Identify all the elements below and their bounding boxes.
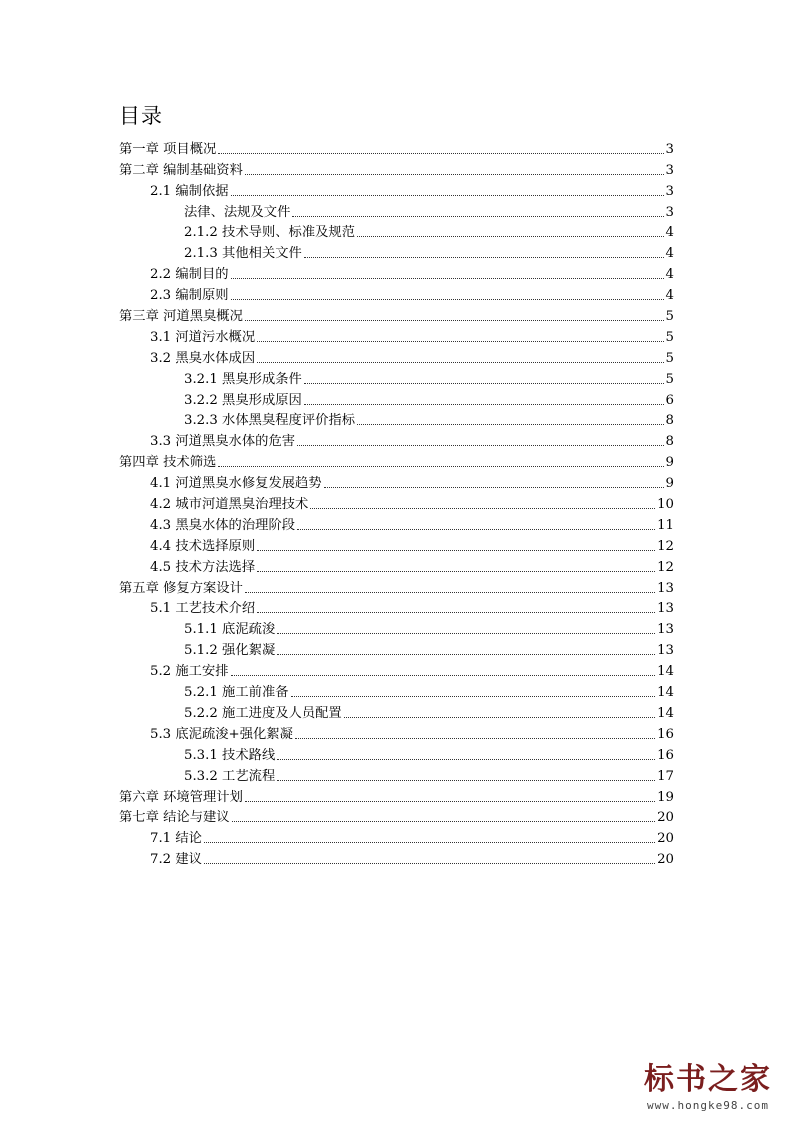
toc-entry[interactable] xyxy=(119,576,674,597)
toc-entry[interactable] xyxy=(119,826,674,847)
toc-entry-page-number: 16 xyxy=(657,726,674,742)
toc-entry[interactable] xyxy=(119,346,674,367)
watermark-logo xyxy=(633,1063,783,1112)
toc-entry[interactable] xyxy=(119,367,674,388)
toc-entry-label: 3.3 河道黑臭水体的危害 xyxy=(150,434,296,450)
toc-leader-dots xyxy=(277,654,655,655)
toc-entry-page-number: 14 xyxy=(657,664,674,680)
toc-entry-page-number: 11 xyxy=(657,517,674,533)
toc-leader-dots xyxy=(344,717,655,718)
toc-entry[interactable] xyxy=(119,680,674,701)
toc-leader-dots xyxy=(304,404,664,405)
toc-entry-label: 2.1 编制依据 xyxy=(150,183,229,199)
toc-entry-label: 7.2 建议 xyxy=(150,852,202,868)
toc-entry-page-number: 8 xyxy=(665,413,674,429)
toc-entry-label: 第二章 编制基础资料 xyxy=(119,162,243,178)
toc-entry-page-number: 20 xyxy=(657,852,674,868)
toc-entry-page-number: 12 xyxy=(657,538,674,554)
toc-leader-dots xyxy=(257,362,663,363)
toc-entry-page-number: 13 xyxy=(657,622,674,638)
toc-entry-label: 5.1 工艺技术介绍 xyxy=(150,601,256,617)
toc-entry-page-number: 4 xyxy=(665,267,674,283)
toc-entry-page-number: 5 xyxy=(665,371,674,387)
toc-entry[interactable] xyxy=(119,325,674,346)
toc-entry[interactable] xyxy=(119,262,674,283)
toc-entry-page-number: 6 xyxy=(665,392,674,408)
toc-entry-label: 5.2.1 施工前准备 xyxy=(184,685,289,701)
toc-entry[interactable] xyxy=(119,597,674,618)
toc-entry[interactable] xyxy=(119,743,674,764)
toc-entry-page-number: 13 xyxy=(657,601,674,617)
toc-leader-dots xyxy=(297,445,663,446)
toc-leader-dots xyxy=(257,571,655,572)
toc-leader-dots xyxy=(245,592,655,593)
toc-entry-label: 5.2.2 施工进度及人员配置 xyxy=(184,705,342,721)
toc-entry[interactable] xyxy=(119,847,674,868)
toc-leader-dots xyxy=(291,696,656,697)
toc-entry[interactable] xyxy=(119,722,674,743)
toc-entry-label: 5.3 底泥疏浚+强化絮凝 xyxy=(150,726,293,742)
toc-leader-dots xyxy=(292,216,663,217)
toc-entry-label: 4.4 技术选择原则 xyxy=(150,538,256,554)
toc-entry-label: 7.1 结论 xyxy=(150,831,202,847)
toc-leader-dots xyxy=(297,529,655,530)
toc-entry[interactable] xyxy=(119,555,674,576)
toc-leader-dots xyxy=(245,174,664,175)
toc-entry[interactable] xyxy=(119,137,674,158)
toc-entry-page-number: 19 xyxy=(657,789,674,805)
toc-entry[interactable] xyxy=(119,304,674,325)
toc-entry[interactable] xyxy=(119,179,674,200)
toc-entry-page-number: 9 xyxy=(665,455,674,471)
toc-entry[interactable] xyxy=(119,450,674,471)
toc-entry-page-number: 17 xyxy=(657,768,674,784)
toc-entry-label: 3.2 黑臭水体成因 xyxy=(150,350,256,366)
toc-entry-page-number: 12 xyxy=(657,559,674,575)
toc-entry[interactable] xyxy=(119,388,674,409)
toc-leader-dots xyxy=(231,675,656,676)
toc-entry-label: 2.1.3 其他相关文件 xyxy=(184,246,302,262)
toc-entry[interactable] xyxy=(119,534,674,555)
toc-leader-dots xyxy=(204,842,655,843)
toc-entry-page-number: 14 xyxy=(657,685,674,701)
watermark-brand: 标书之家 xyxy=(644,1062,772,1097)
toc-entry-page-number: 13 xyxy=(657,643,674,659)
toc-entry[interactable] xyxy=(119,158,674,179)
toc-entry-page-number: 14 xyxy=(657,705,674,721)
toc-entry-label: 3.2.2 黑臭形成原因 xyxy=(184,392,302,408)
toc-entry[interactable] xyxy=(119,701,674,722)
toc-entry[interactable] xyxy=(119,785,674,806)
toc-entry-page-number: 5 xyxy=(665,329,674,345)
toc-entry-label: 4.3 黑臭水体的治理阶段 xyxy=(150,517,296,533)
toc-entry-label: 4.2 城市河道黑臭治理技术 xyxy=(150,497,309,513)
toc-leader-dots xyxy=(231,195,664,196)
toc-leader-dots xyxy=(324,487,664,488)
toc-entry-page-number: 5 xyxy=(665,309,674,325)
toc-entry-page-number: 16 xyxy=(657,747,674,763)
toc-leader-dots xyxy=(277,780,655,781)
toc-entry-label: 2.2 编制目的 xyxy=(150,267,229,283)
toc-leader-dots xyxy=(277,759,655,760)
toc-entry[interactable] xyxy=(119,492,674,513)
watermark-url: www.hongke98.com xyxy=(647,1099,769,1112)
toc-entry[interactable] xyxy=(119,200,674,221)
toc-entry-page-number: 4 xyxy=(665,288,674,304)
toc-entry[interactable] xyxy=(119,659,674,680)
toc-entry-label: 4.5 技术方法选择 xyxy=(150,559,256,575)
toc-leader-dots xyxy=(357,424,664,425)
toc-entry-label: 第六章 环境管理计划 xyxy=(119,789,243,805)
toc-title: 目录 xyxy=(119,104,163,128)
toc-leader-dots xyxy=(218,153,663,154)
toc-leader-dots xyxy=(231,278,664,279)
toc-entry-label: 3.2.3 水体黑臭程度评价指标 xyxy=(184,413,356,429)
toc-entry[interactable] xyxy=(119,638,674,659)
toc-entry-label: 第五章 修复方案设计 xyxy=(119,580,243,596)
toc-entry-label: 第四章 技术筛选 xyxy=(119,455,217,471)
toc-entry-page-number: 3 xyxy=(665,162,674,178)
toc-leader-dots xyxy=(304,383,664,384)
toc-entry-page-number: 3 xyxy=(665,183,674,199)
toc-entry-label: 第七章 结论与建议 xyxy=(119,810,230,826)
toc-entry-label: 第一章 项目概况 xyxy=(119,141,217,157)
toc-entry-label: 5.3.2 工艺流程 xyxy=(184,768,276,784)
toc-entry[interactable] xyxy=(119,221,674,242)
toc-leader-dots xyxy=(232,821,655,822)
toc-leader-dots xyxy=(295,738,655,739)
toc-entry[interactable] xyxy=(119,764,674,785)
toc-entry-page-number: 4 xyxy=(665,246,674,262)
toc-leader-dots xyxy=(310,508,655,509)
toc-entry[interactable] xyxy=(119,429,674,450)
toc-leader-dots xyxy=(304,257,664,258)
toc-entry[interactable] xyxy=(119,617,674,638)
toc-entry-label: 3.1 河道污水概况 xyxy=(150,329,256,345)
toc-entry-label: 5.1.2 强化絮凝 xyxy=(184,643,276,659)
toc-entry-label: 5.3.1 技术路线 xyxy=(184,747,276,763)
toc-entry-page-number: 8 xyxy=(665,434,674,450)
toc-entry[interactable] xyxy=(119,283,674,304)
toc-leader-dots xyxy=(357,236,664,237)
toc-entry-label: 2.3 编制原则 xyxy=(150,288,229,304)
toc-entry-page-number: 20 xyxy=(657,831,674,847)
toc-entry[interactable] xyxy=(119,241,674,262)
toc-leader-dots xyxy=(231,299,664,300)
toc-entry-page-number: 3 xyxy=(665,204,674,220)
toc-entry-label: 3.2.1 黑臭形成条件 xyxy=(184,371,302,387)
toc-entry-page-number: 3 xyxy=(665,141,674,157)
toc-entry[interactable] xyxy=(119,471,674,492)
toc-entry[interactable] xyxy=(119,806,674,827)
toc-leader-dots xyxy=(257,612,655,613)
toc-entry-page-number: 20 xyxy=(657,810,674,826)
toc-leader-dots xyxy=(257,341,663,342)
toc-entry[interactable] xyxy=(119,513,674,534)
toc-entry-page-number: 9 xyxy=(665,476,674,492)
toc-leader-dots xyxy=(257,550,655,551)
toc-entry-label: 4.1 河道黑臭水修复发展趋势 xyxy=(150,476,322,492)
toc-entry[interactable] xyxy=(119,409,674,430)
toc-leader-dots xyxy=(245,801,655,802)
toc-entry-label: 5.1.1 底泥疏浚 xyxy=(184,622,276,638)
toc-leader-dots xyxy=(277,633,655,634)
toc-entry-label: 第三章 河道黑臭概况 xyxy=(119,309,243,325)
toc-entry-page-number: 10 xyxy=(657,497,674,513)
toc-leader-dots xyxy=(245,320,664,321)
toc-entry-label: 5.2 施工安排 xyxy=(150,664,229,680)
toc-entry-label: 2.1.2 技术导则、标准及规范 xyxy=(184,225,356,241)
toc-leader-dots xyxy=(204,863,655,864)
toc-entry-page-number: 4 xyxy=(665,225,674,241)
toc-list xyxy=(119,137,674,868)
toc-entry-page-number: 5 xyxy=(665,350,674,366)
toc-leader-dots xyxy=(218,466,663,467)
toc-entry-page-number: 13 xyxy=(657,580,674,596)
toc-entry-label: 法律、法规及文件 xyxy=(184,204,291,220)
